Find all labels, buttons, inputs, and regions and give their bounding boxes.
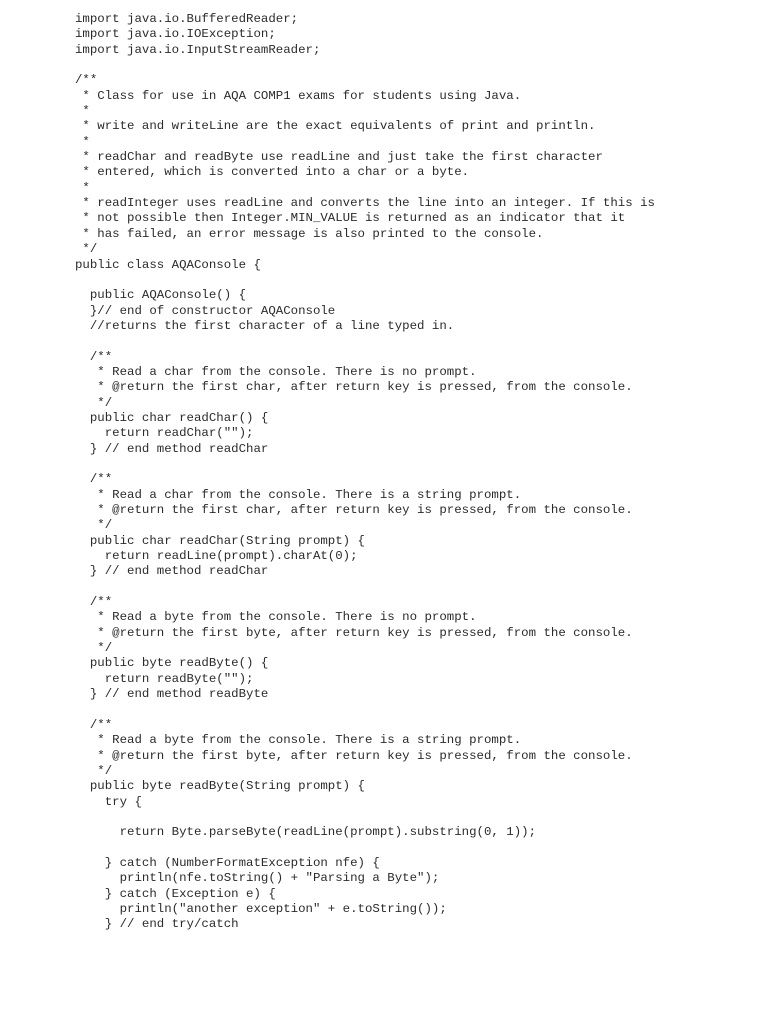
- code-line: */: [75, 242, 98, 257]
- code-line: *: [75, 134, 90, 149]
- code-line: return readByte("");: [75, 671, 254, 686]
- code-line: * readChar and readByte use readLine and just take the first character: [75, 150, 603, 165]
- code-line: * @return the first byte, after return key is pressed, from the console.: [75, 625, 633, 640]
- code-line: */: [75, 641, 113, 656]
- code-line: println("another exception" + e.toString());: [75, 901, 447, 916]
- code-line: [75, 841, 755, 856]
- code-line: * Class for use in AQA COMP1 exams for students using Java.: [75, 88, 522, 103]
- code-line: * Read a char from the console. There is no prompt.: [75, 364, 477, 379]
- code-line: return readLine(prompt).charAt(0);: [75, 549, 358, 564]
- code-line: * has failed, an error message is also printed to the console.: [75, 226, 544, 241]
- code-line: } // end method readByte: [75, 687, 269, 702]
- code-line: try {: [75, 794, 142, 809]
- code-line: } // end try/catch: [75, 917, 239, 932]
- code-line: } // end method readChar: [75, 441, 269, 456]
- code-line: * entered, which is converted into a char or a byte.: [75, 165, 470, 180]
- code-line: /**: [75, 472, 113, 487]
- code-line: public class AQAConsole {: [75, 257, 261, 272]
- code-line: /**: [75, 595, 113, 610]
- code-line: * Read a char from the console. There is a string prompt.: [75, 487, 522, 502]
- code-line: }// end of constructor AQAConsole: [75, 303, 336, 318]
- code-line: } // end method readChar: [75, 564, 269, 579]
- code-line: [75, 702, 755, 717]
- code-line: * readInteger uses readLine and converts the line into an integer. If this is: [75, 196, 655, 211]
- code-line: public byte readByte() {: [75, 656, 269, 671]
- code-line: * write and writeLine are the exact equivalents of print and println.: [75, 119, 596, 134]
- code-line: [75, 58, 755, 73]
- code-line: [75, 810, 755, 825]
- code-line: /**: [75, 717, 113, 732]
- code-line: public char readChar() {: [75, 410, 269, 425]
- code-line: public AQAConsole() {: [75, 288, 247, 303]
- code-line: /**: [75, 349, 113, 364]
- code-line: * @return the first char, after return key is pressed, from the console.: [75, 503, 633, 517]
- code-line: /**: [75, 73, 98, 88]
- code-line: import java.io.InputStreamReader;: [75, 42, 321, 57]
- code-line: } catch (NumberFormatException nfe) {: [75, 855, 380, 870]
- code-line: } catch (Exception e) {: [75, 886, 276, 901]
- code-line: * @return the first byte, after return key is pressed, from the console.: [75, 748, 633, 763]
- code-line: return Byte.parseByte(readLine(prompt).substring(0, 1));: [75, 825, 537, 840]
- code-line: return readChar("");: [75, 426, 254, 441]
- code-line: println(nfe.toString() + "Parsing a Byte");: [75, 871, 440, 886]
- code-line: * @return the first char, after return key is pressed, from the console.: [75, 380, 633, 395]
- code-line: * not possible then Integer.MIN_VALUE is returned as an indicator that it: [75, 211, 626, 226]
- code-line: public char readChar(String prompt) {: [75, 533, 365, 548]
- code-line: * Read a byte from the console. There is a string prompt.: [75, 733, 522, 748]
- code-line: [75, 273, 755, 288]
- code-line: * Read a byte from the console. There is no prompt.: [75, 610, 477, 625]
- code-line: //returns the first character of a line typed in.: [75, 318, 455, 333]
- code-line: [75, 334, 755, 349]
- code-line: import java.io.BufferedReader;: [75, 12, 299, 26]
- code-line: */: [75, 395, 113, 410]
- code-line: [75, 580, 755, 595]
- code-line: [75, 457, 755, 472]
- code-line: *: [75, 104, 90, 119]
- code-listing: [75, 12, 755, 933]
- code-line: import java.io.IOException;: [75, 27, 276, 42]
- code-line: *: [75, 180, 90, 195]
- code-line: */: [75, 518, 113, 533]
- code-line: public byte readByte(String prompt) {: [75, 779, 365, 794]
- code-line: */: [75, 763, 113, 778]
